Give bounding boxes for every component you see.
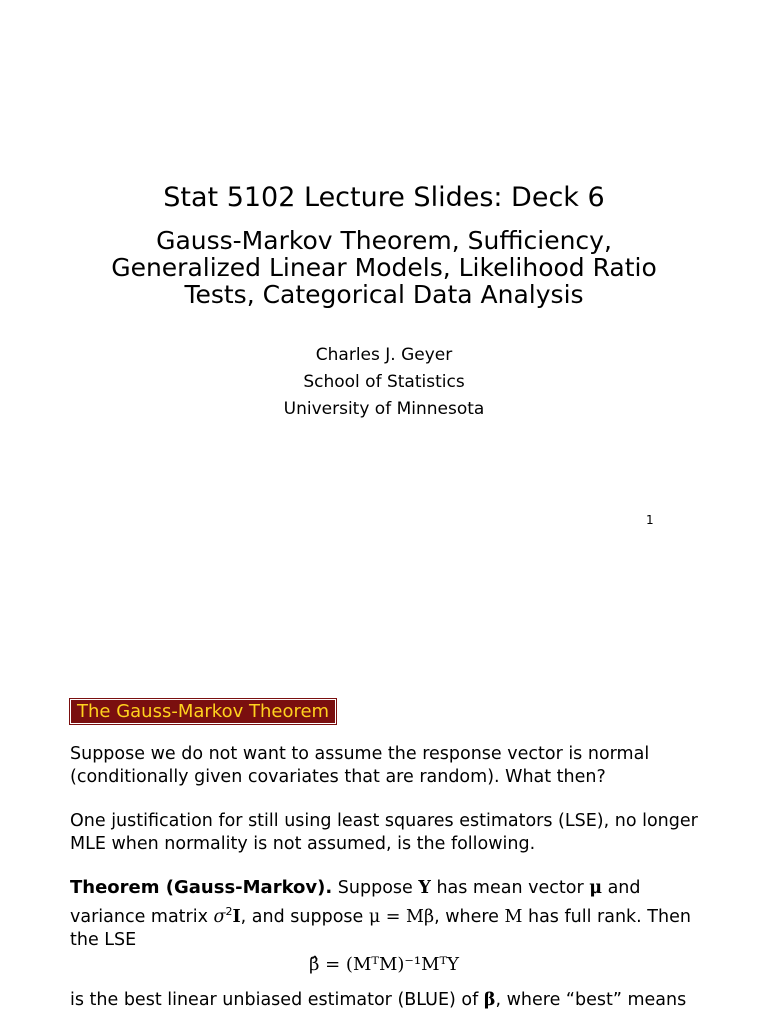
paragraph-text: is the best linear unbiased estimator (BLUE) of — [70, 990, 484, 1010]
theorem-text: , and suppose — [240, 906, 369, 927]
theorem-text: and variance matrix — [70, 878, 641, 927]
paragraph: One justification for still using least squares estimators (LSE), no longer MLE when normality is not assumed, is the following. — [70, 811, 698, 854]
page-number: 1 — [646, 513, 654, 527]
author-block — [0, 342, 768, 423]
symbol-sigma: σ — [213, 906, 226, 927]
theorem-text: has full rank. Then the LSE — [70, 906, 691, 950]
slide1-subtitle — [40, 227, 728, 308]
symbol-m: M — [504, 906, 523, 927]
paragraph: Suppose we do not want to assume the response vector is normal (conditionally given covariates that are random). What then? — [70, 744, 650, 787]
paragraph-text: , where “best” means — [495, 990, 687, 1010]
symbol-beta: β — [483, 990, 496, 1010]
section-heading: The Gauss-Markov Theorem — [70, 699, 336, 724]
department: School of Statistics — [303, 372, 465, 392]
paragraph — [70, 989, 700, 1012]
subtitle-line: Gauss-Markov Theorem, Sufficiency, — [156, 226, 612, 255]
theorem-text: , where — [434, 906, 505, 927]
display-equation: β̂ = (MᵀM)⁻¹MᵀY — [309, 954, 459, 975]
symbol-y: Y — [418, 878, 431, 898]
university: University of Minnesota — [283, 399, 485, 419]
inline-equation: μ = Mβ — [368, 906, 435, 927]
symbol-two: 2 — [225, 905, 233, 918]
symbol-i: I — [232, 906, 241, 927]
author-name: Charles J. Geyer — [315, 345, 453, 365]
theorem-paragraph — [70, 876, 700, 952]
subtitle-line: Generalized Linear Models, Likelihood Ratio — [111, 253, 657, 282]
slide1-title: Stat 5102 Lecture Slides: Deck 6 — [163, 182, 605, 213]
theorem-text: has mean vector — [430, 878, 590, 898]
theorem-label: Theorem (Gauss-Markov). — [70, 877, 333, 898]
theorem-text: Suppose — [332, 878, 419, 898]
subtitle-line: Tests, Categorical Data Analysis — [184, 280, 584, 309]
symbol-mu: μ — [589, 878, 603, 898]
